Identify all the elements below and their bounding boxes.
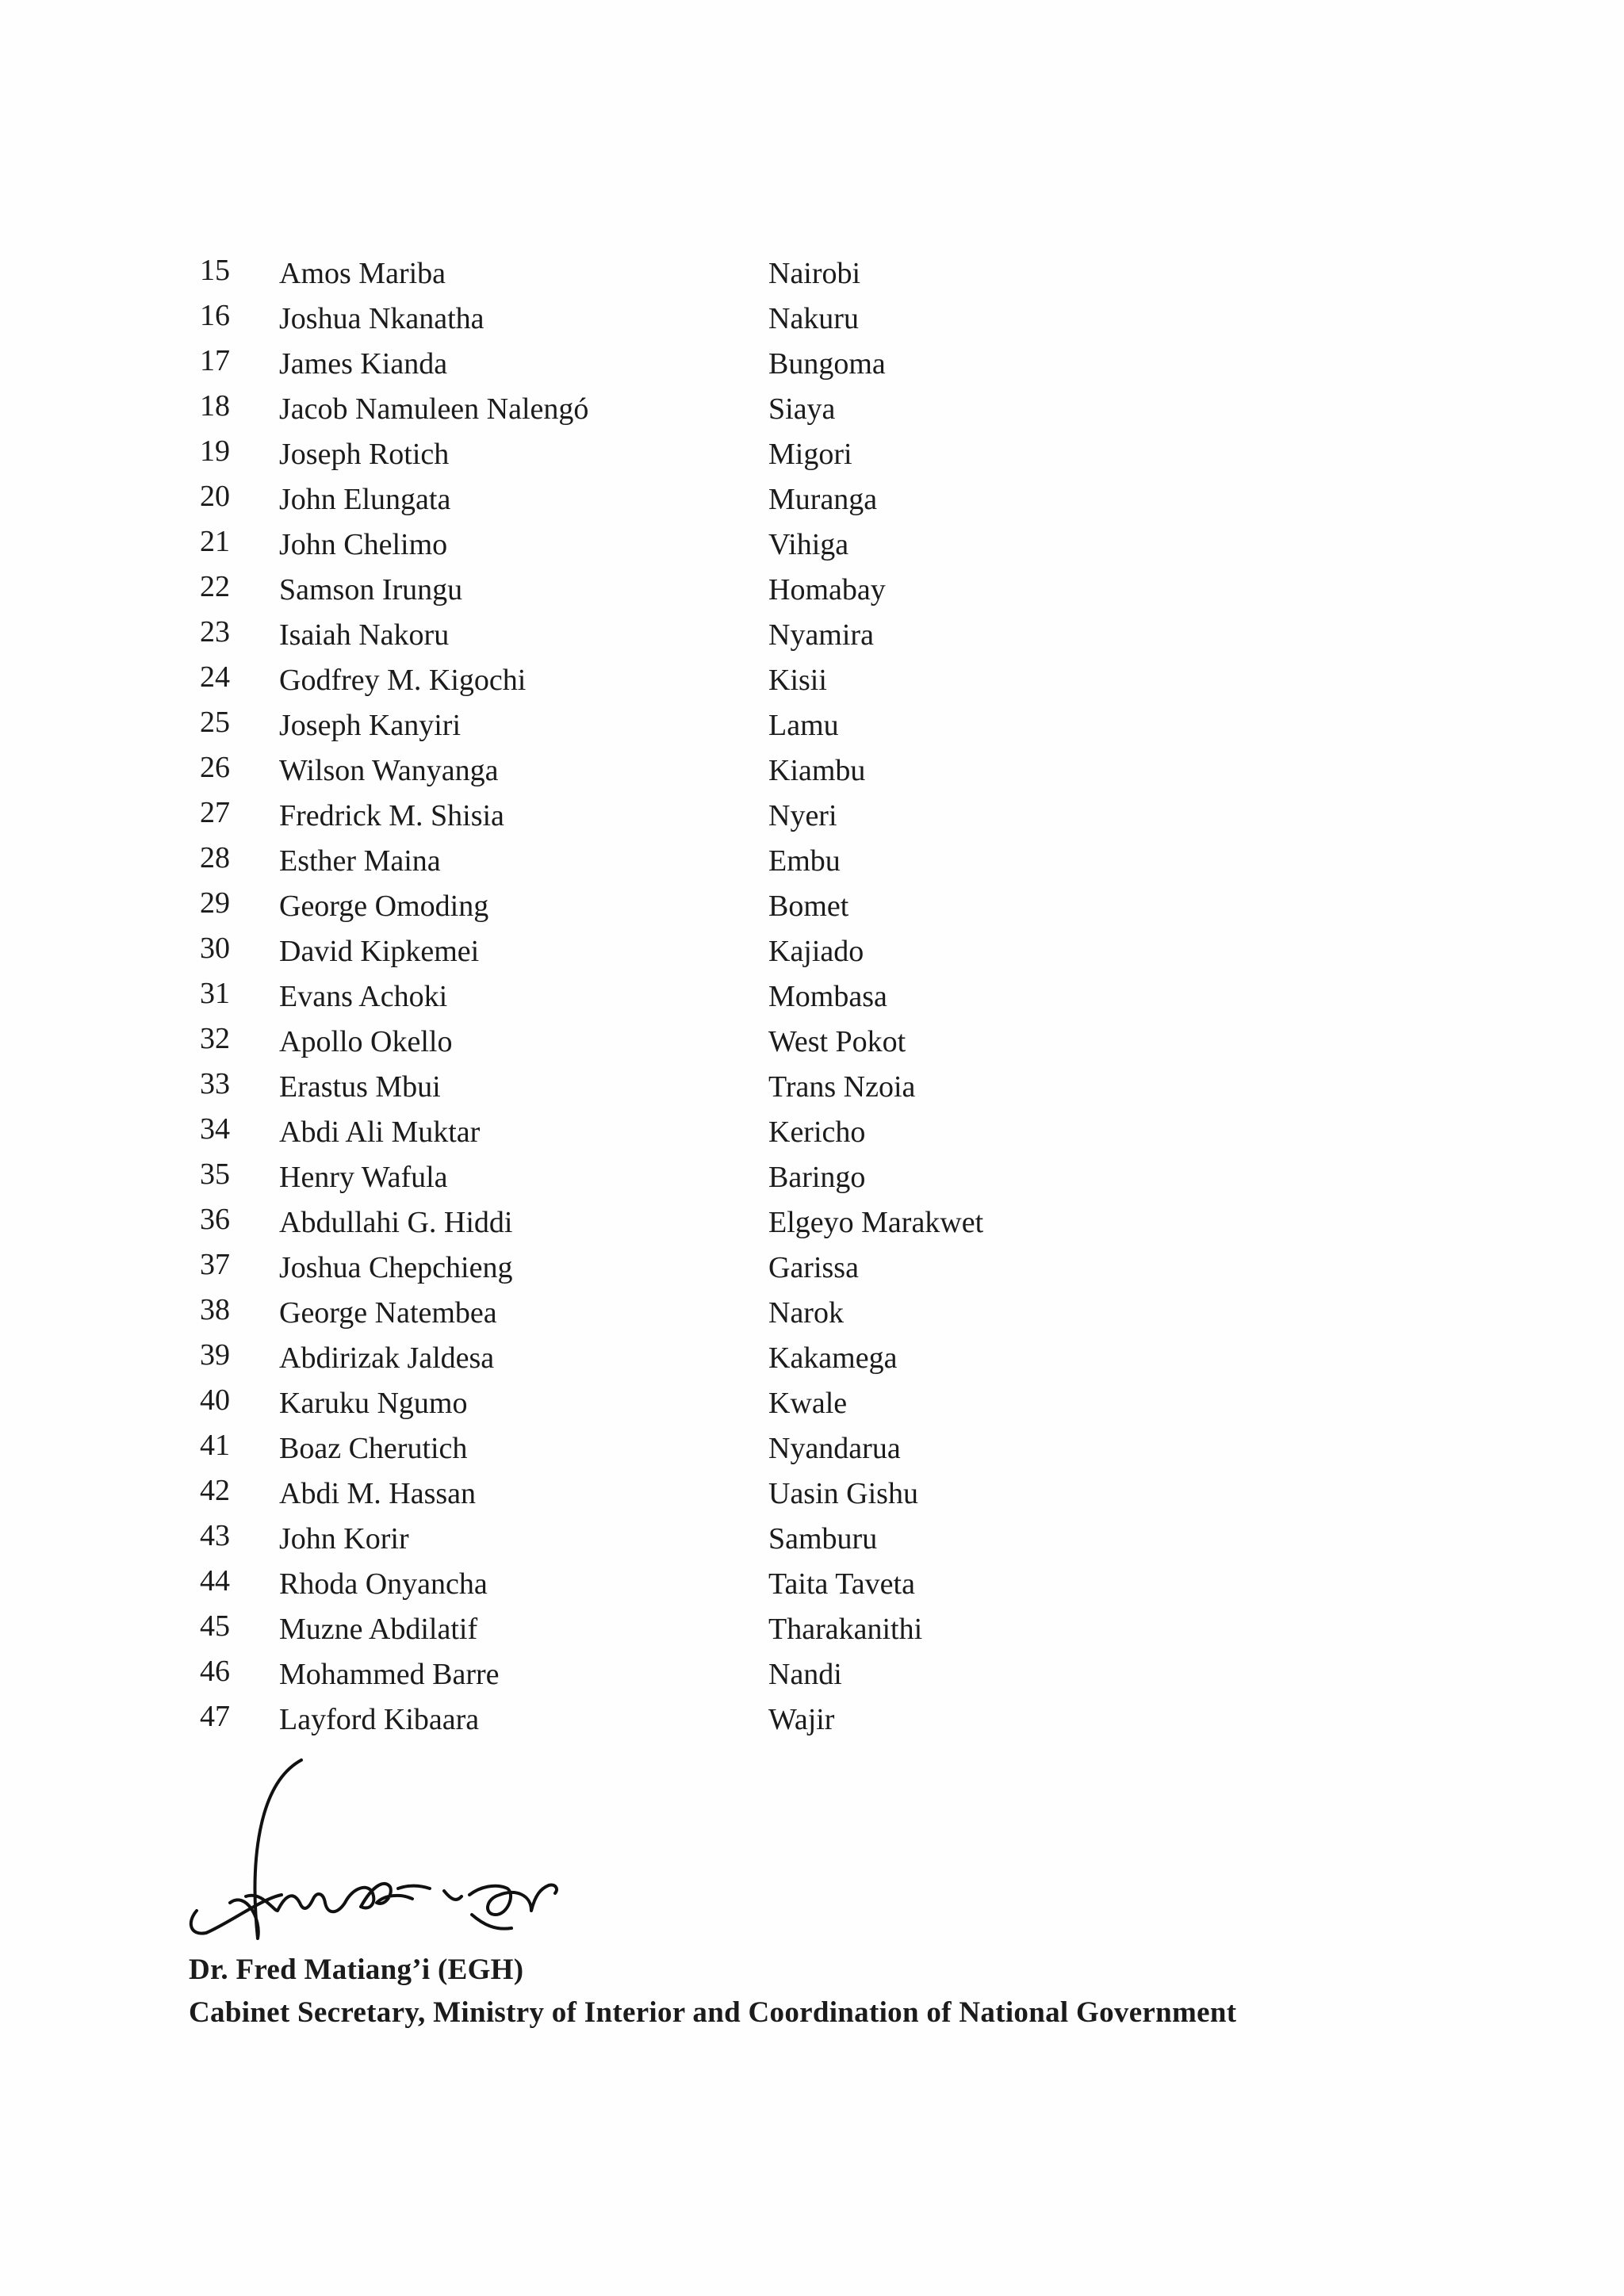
- signature-block: [189, 1949, 1236, 2034]
- entry-county: Kiambu: [768, 754, 866, 787]
- entry-county: Kwale: [768, 1387, 848, 1420]
- entry-name: Boaz Cherutich: [279, 1432, 468, 1465]
- entry-number: 47: [200, 1700, 230, 1733]
- entry-number: 45: [200, 1609, 230, 1643]
- list-item: [200, 1385, 1151, 1430]
- entry-number: 34: [200, 1112, 230, 1146]
- entry-name: Henry Wafula: [279, 1161, 448, 1194]
- entry-number: 25: [200, 706, 230, 739]
- list-item: [200, 1204, 1151, 1249]
- entry-name: Esther Maina: [279, 844, 441, 878]
- entry-number: 22: [200, 570, 230, 603]
- entry-name: Karuku Ngumo: [279, 1387, 468, 1420]
- entry-number: 44: [200, 1564, 230, 1598]
- entry-number: 26: [200, 751, 230, 784]
- entry-county: Samburu: [768, 1522, 878, 1556]
- list-item: [200, 1611, 1151, 1656]
- entry-number: 28: [200, 841, 230, 874]
- appointments-list: [200, 255, 1151, 1747]
- entry-number: 38: [200, 1293, 230, 1326]
- entry-county: Wajir: [768, 1703, 835, 1736]
- entry-county: Bungoma: [768, 347, 886, 381]
- entry-county: Kericho: [768, 1115, 866, 1149]
- entry-county: Kajiado: [768, 935, 864, 968]
- entry-name: Apollo Okello: [279, 1025, 453, 1058]
- signatory-title: Cabinet Secretary, Ministry of Interior and Coordination of National Government: [189, 1996, 1237, 2029]
- entry-county: Narok: [768, 1296, 844, 1330]
- entry-county: Nyeri: [768, 799, 837, 832]
- list-item: [200, 707, 1151, 752]
- list-item: [200, 1159, 1151, 1204]
- entry-county: Nandi: [768, 1658, 842, 1691]
- entry-county: Baringo: [768, 1161, 866, 1194]
- entry-county: Nakuru: [768, 302, 859, 335]
- entry-name: Joshua Chepchieng: [279, 1251, 513, 1284]
- entry-number: 27: [200, 796, 230, 829]
- entry-county: Garissa: [768, 1251, 859, 1284]
- entry-number: 18: [200, 389, 230, 423]
- entry-number: 41: [200, 1429, 230, 1462]
- entry-name: John Chelimo: [279, 528, 448, 561]
- list-item: [200, 888, 1151, 933]
- entry-county: Migori: [768, 438, 852, 471]
- list-item: [200, 978, 1151, 1024]
- list-item: [200, 572, 1151, 617]
- entry-name: Amos Mariba: [279, 257, 446, 290]
- list-item: [200, 1069, 1151, 1114]
- entry-number: 16: [200, 299, 230, 332]
- list-item: [200, 346, 1151, 391]
- entry-name: Mohammed Barre: [279, 1658, 500, 1691]
- entry-name: James Kianda: [279, 347, 448, 381]
- entry-number: 31: [200, 977, 230, 1010]
- entry-number: 32: [200, 1022, 230, 1055]
- entry-name: Joseph Rotich: [279, 438, 450, 471]
- list-item: [200, 933, 1151, 978]
- entry-county: Tharakanithi: [768, 1613, 923, 1646]
- entry-name: John Elungata: [279, 483, 451, 516]
- entry-number: 15: [200, 254, 230, 287]
- entry-county: Kakamega: [768, 1341, 898, 1375]
- entry-name: Evans Achoki: [279, 980, 448, 1013]
- signatory-name: Dr. Fred Matiang’i (EGH): [189, 1954, 524, 1986]
- list-item: [200, 481, 1151, 526]
- entry-name: Godfrey M. Kigochi: [279, 664, 527, 697]
- entry-name: David Kipkemei: [279, 935, 480, 968]
- entry-county: Nyandarua: [768, 1432, 901, 1465]
- list-item: [200, 1701, 1151, 1747]
- entry-number: 24: [200, 660, 230, 694]
- entry-name: Abdi M. Hassan: [279, 1477, 477, 1510]
- list-item: [200, 255, 1151, 300]
- list-item: [200, 662, 1151, 707]
- list-item: [200, 1566, 1151, 1611]
- entry-county: West Pokot: [768, 1025, 906, 1058]
- list-item: [200, 1340, 1151, 1385]
- list-item: [200, 843, 1151, 888]
- list-item: [200, 1475, 1151, 1521]
- list-item: [200, 526, 1151, 572]
- entry-name: Layford Kibaara: [279, 1703, 480, 1736]
- list-item: [200, 617, 1151, 662]
- entry-number: 29: [200, 886, 230, 920]
- list-item: [200, 1521, 1151, 1566]
- list-item: [200, 1656, 1151, 1701]
- list-item: [200, 752, 1151, 798]
- entry-number: 21: [200, 525, 230, 558]
- entry-number: 36: [200, 1203, 230, 1236]
- entry-county: Nyamira: [768, 618, 874, 652]
- entry-number: 37: [200, 1248, 230, 1281]
- entry-number: 40: [200, 1383, 230, 1417]
- entry-county: Taita Taveta: [768, 1567, 915, 1601]
- list-item: [200, 1249, 1151, 1295]
- entry-number: 35: [200, 1158, 230, 1191]
- list-item: [200, 436, 1151, 481]
- entry-name: Samson Irungu: [279, 573, 463, 607]
- entry-name: Joseph Kanyiri: [279, 709, 462, 742]
- handwritten-signature: [182, 1752, 690, 1946]
- entry-name: Abdirizak Jaldesa: [279, 1341, 495, 1375]
- entry-county: Lamu: [768, 709, 839, 742]
- entry-name: Abdullahi G. Hiddi: [279, 1206, 513, 1239]
- entry-name: John Korir: [279, 1522, 409, 1556]
- entry-county: Bomet: [768, 890, 849, 923]
- entry-number: 30: [200, 932, 230, 965]
- entry-name: Muzne Abdilatif: [279, 1613, 478, 1646]
- entry-county: Mombasa: [768, 980, 887, 1013]
- entry-county: Uasin Gishu: [768, 1477, 918, 1510]
- entry-county: Vihiga: [768, 528, 849, 561]
- entry-county: Elgeyo Marakwet: [768, 1206, 984, 1239]
- entry-number: 20: [200, 480, 230, 513]
- entry-number: 39: [200, 1338, 230, 1372]
- entry-number: 42: [200, 1474, 230, 1507]
- entry-number: 43: [200, 1519, 230, 1552]
- entry-name: George Omoding: [279, 890, 489, 923]
- list-item: [200, 1295, 1151, 1340]
- list-item: [200, 1114, 1151, 1159]
- entry-name: Rhoda Onyancha: [279, 1567, 488, 1601]
- entry-number: 23: [200, 615, 230, 649]
- entry-county: Trans Nzoia: [768, 1070, 916, 1104]
- entry-number: 19: [200, 434, 230, 468]
- list-item: [200, 798, 1151, 843]
- entry-county: Siaya: [768, 392, 836, 426]
- entry-county: Kisii: [768, 664, 827, 697]
- entry-number: 17: [200, 344, 230, 377]
- entry-county: Muranga: [768, 483, 878, 516]
- entry-county: Homabay: [768, 573, 886, 607]
- entry-name: Wilson Wanyanga: [279, 754, 499, 787]
- list-item: [200, 1430, 1151, 1475]
- list-item: [200, 391, 1151, 436]
- entry-name: Abdi Ali Muktar: [279, 1115, 481, 1149]
- list-item: [200, 1024, 1151, 1069]
- entry-name: Erastus Mbui: [279, 1070, 441, 1104]
- entry-name: George Natembea: [279, 1296, 497, 1330]
- entry-name: Isaiah Nakoru: [279, 618, 450, 652]
- entry-number: 33: [200, 1067, 230, 1100]
- entry-number: 46: [200, 1655, 230, 1688]
- entry-name: Fredrick M. Shisia: [279, 799, 504, 832]
- entry-county: Embu: [768, 844, 841, 878]
- list-item: [200, 300, 1151, 346]
- entry-name: Joshua Nkanatha: [279, 302, 485, 335]
- entry-name: Jacob Namuleen Nalengó: [279, 392, 589, 426]
- entry-county: Nairobi: [768, 257, 861, 290]
